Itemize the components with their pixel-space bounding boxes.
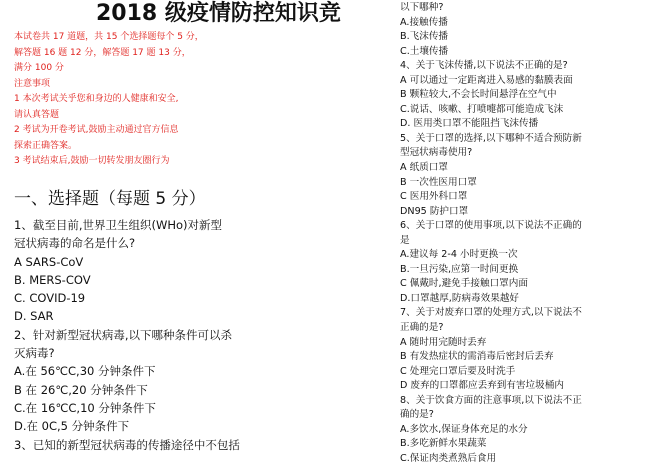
notice-line: 探索正确答案。 xyxy=(14,140,78,151)
question-line: 1、截至目前,世界卫生组织(WHo)对新型 xyxy=(14,218,222,232)
answer-option: D. SAR xyxy=(14,309,54,324)
exam-title: 2018 级疫情防控知识竞 xyxy=(96,1,341,26)
answer-option: C 处理完口罩后要及时洗手 xyxy=(400,365,516,377)
answer-option: B 一次性医用口罩 xyxy=(400,176,477,188)
answer-option: DN95 防护口罩 xyxy=(400,205,469,217)
question-line: 是 xyxy=(400,234,410,246)
question-list-left xyxy=(14,216,386,454)
notice-line: 解答题 16 题 12 分，解答题 17 题 13 分， xyxy=(14,47,191,58)
notice-line: 注意事项 xyxy=(14,78,51,89)
section-heading: 一、选择题（每题 5 分） xyxy=(14,189,206,209)
answer-option: B.一旦污染,应第一时间更换 xyxy=(400,263,519,275)
right-column xyxy=(393,0,656,464)
notice-line: 3 考试结束后,鼓励一切转发朋友圈行为 xyxy=(14,156,170,166)
notice-line: 2 考试为开卷考试,鼓励主动通过官方信息 xyxy=(14,125,179,135)
question-line: 2、针对新型冠状病毒,以下哪种条件可以杀 xyxy=(14,327,232,342)
answer-option: D 废弃的口罩都应丢弃到有害垃圾桶内 xyxy=(400,380,564,392)
answer-option: C.说话、咳嗽、打喷嚏都可能造成飞沫 xyxy=(400,103,564,115)
notice-line: 本试卷共 17 道题，共 15 个选择题每个 5 分， xyxy=(14,32,204,42)
answer-option: A.多饮水,保证身体充足的水分 xyxy=(400,423,528,435)
answer-option: A SARS-CoV xyxy=(14,254,84,269)
answer-option: A 纸质口罩 xyxy=(400,162,448,174)
question-line: 以下哪种? xyxy=(400,2,444,13)
question-line: 8、关于饮食方面的注意事项,以下说法不正 xyxy=(400,394,582,406)
answer-option: B.多吃新鲜水果蔬菜 xyxy=(400,438,487,450)
exam-notice xyxy=(14,30,374,170)
answer-option: C 佩戴时,避免手接触口罩内面 xyxy=(400,278,528,290)
answer-option: C 医用外科口罩 xyxy=(400,191,468,203)
question-line: 5、关于口罩的选择,以下哪种不适合预防新 xyxy=(400,132,582,144)
answer-option: C.土壤传播 xyxy=(400,45,449,57)
answer-option: A.在 56℃C,30 分钟条件下 xyxy=(14,364,156,379)
question-line: 确的是? xyxy=(400,409,434,421)
question-line: 4、关于飞沫传播,以下说法不正确的是? xyxy=(400,60,568,72)
answer-option: A.接触传播 xyxy=(400,16,448,28)
answer-option: D. 医用类口罩不能阻挡飞沫传播 xyxy=(400,118,539,130)
answer-option: B.飞沫传播 xyxy=(400,31,449,43)
answer-option: C. COVID-19 xyxy=(14,291,86,306)
answer-option: A 可以通过一定距离进入易感的黏膜表面 xyxy=(400,74,573,86)
question-line: 型冠状病毒使用? xyxy=(400,147,473,159)
question-list-right xyxy=(400,1,654,467)
answer-option: B 在 26℃,20 分钟条件下 xyxy=(14,382,148,397)
answer-option: B 颗粒较大,不会长时间悬浮在空气中 xyxy=(400,89,557,101)
answer-option: D.在 0C,5 分钟条件下 xyxy=(14,419,130,434)
answer-option: A.建议每 2-4 小时更换一次 xyxy=(400,249,518,261)
answer-option: A 随时用完随时丢弃 xyxy=(400,336,487,348)
answer-option: B. MERS-COV xyxy=(14,272,91,287)
question-line: 灭病毒? xyxy=(14,346,55,361)
question-line: 7、关于对废弃口罩的处理方式,以下说法不 xyxy=(400,307,582,319)
question-line: 3、已知的新型冠状病毒的传播途径中不包括 xyxy=(14,437,240,452)
answer-option: D.口罩越厚,防病毒效果越好 xyxy=(400,292,520,304)
question-line: 6、关于口罩的使用事项,以下说法不正确的 xyxy=(400,220,582,232)
question-line: 冠状病毒的命名是什么? xyxy=(14,236,136,251)
question-line: 正确的是? xyxy=(400,322,444,334)
answer-option: C.保证肉类煮熟后食用 xyxy=(400,452,497,464)
notice-line: 满分 100 分 xyxy=(14,63,64,73)
notice-line: 请认真答题 xyxy=(14,109,60,120)
answer-option: C.在 16℃C,10 分钟条件下 xyxy=(14,400,156,415)
answer-option: B 有发热症状的需消毒后密封后丢弃 xyxy=(400,351,554,363)
notice-line: 1 本次考试关乎您和身边的人健康和安全, xyxy=(14,94,179,104)
